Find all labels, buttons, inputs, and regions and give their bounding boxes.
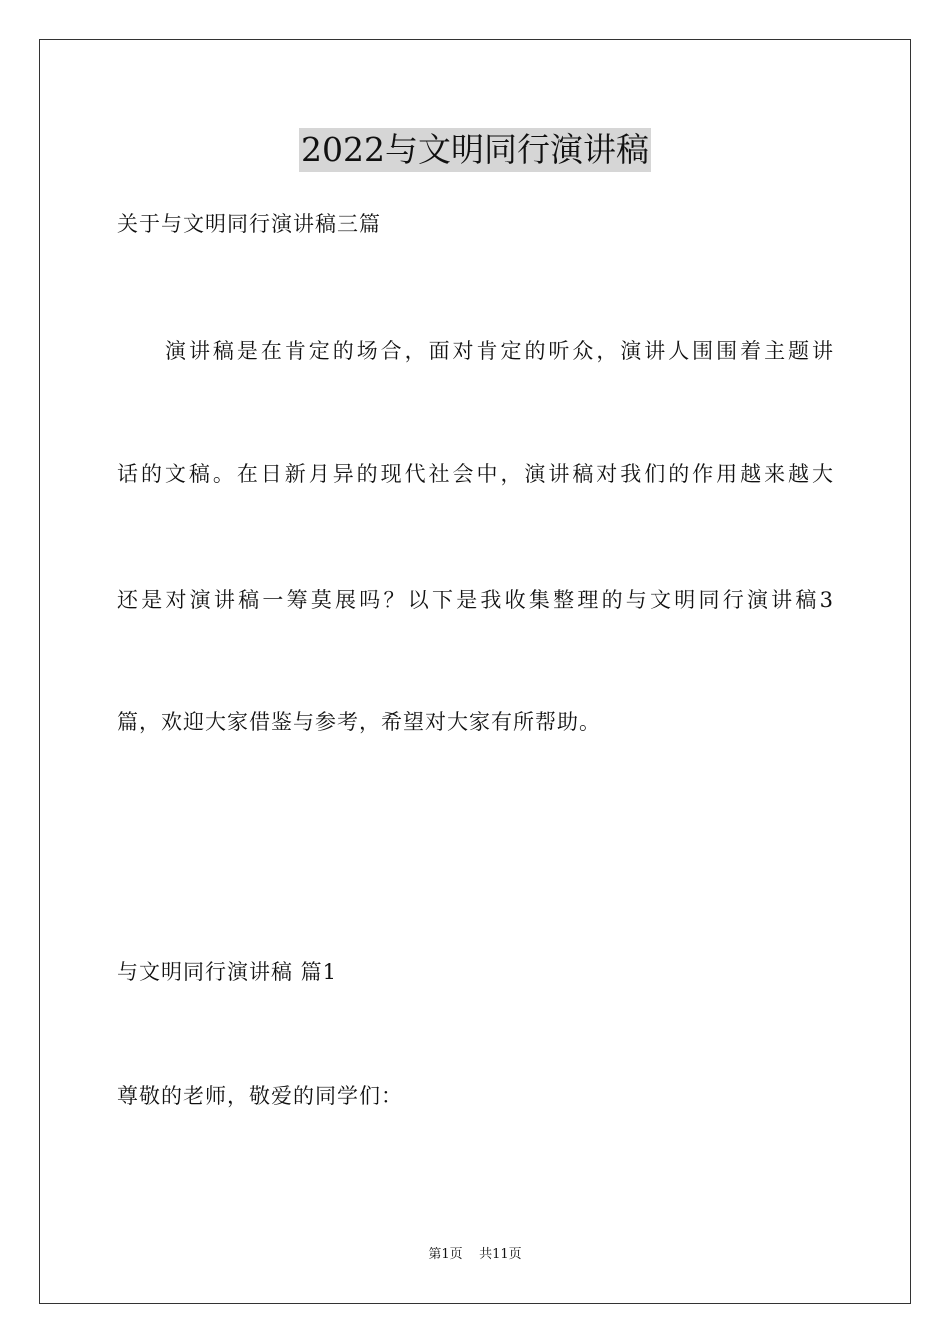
- intro-paragraph-line-2: 话的文稿。在日新月异的现代社会中，演讲稿对我们的作用越来越大: [117, 462, 833, 486]
- salutation: 尊敬的老师，敬爱的同学们：: [117, 1084, 403, 1108]
- document-subtitle: 关于与文明同行演讲稿三篇: [117, 212, 381, 236]
- document-title: [0, 128, 950, 172]
- page-footer: 第1页 共11页: [428, 1247, 522, 1262]
- intro-paragraph-line-4: 篇，欢迎大家借鉴与参考，希望对大家有所帮助。: [117, 710, 601, 734]
- section-heading: 与文明同行演讲稿 篇1: [117, 960, 338, 984]
- intro-paragraph-line-3: 还是对演讲稿一筹莫展吗？以下是我收集整理的与文明同行演讲稿3: [117, 588, 833, 612]
- document-title-text: 2022与文明同行演讲稿: [299, 128, 651, 172]
- intro-paragraph-line-1: 演讲稿是在肯定的场合，面对肯定的听众，演讲人围围着主题讲: [165, 339, 833, 363]
